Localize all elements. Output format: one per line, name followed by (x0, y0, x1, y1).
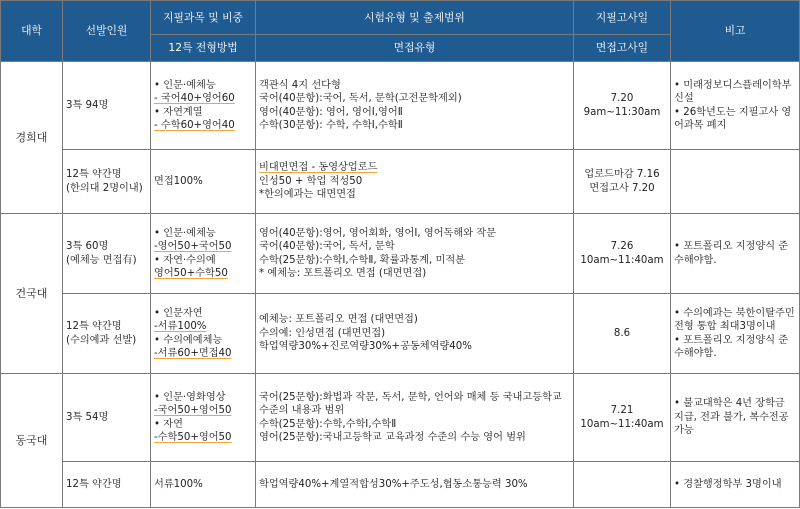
header-university: 대학 (1, 1, 63, 62)
exam-line: 학업역량40%+계열적합성30%+주도성,협동소통능력 30% (259, 478, 528, 490)
subjects-line: -서류100% (154, 321, 207, 332)
subjects-line: • 인문자연 (154, 307, 203, 319)
date-line: 10am~11:40am (580, 418, 664, 430)
remark-item: • 포트폴리오 지정양식 준수해야함. (674, 334, 789, 359)
date-line: 8.6 (613, 327, 631, 339)
quota-cell (63, 214, 151, 294)
subjects-line: -국어50+영어50 (154, 405, 232, 416)
subjects-line: • 자연계열 (154, 106, 203, 118)
date-line: 면접고사 7.20 (589, 182, 655, 194)
subjects-line: • 인문·예체능 (154, 79, 216, 91)
subjects-line: - 국어40+영어60 (154, 93, 235, 104)
subjects-line: 면접100% (154, 175, 203, 187)
subjects-line: • 수의예예체능 (154, 334, 223, 346)
quota-cell (63, 374, 151, 462)
date-cell (574, 62, 671, 150)
date-line: 7.26 (610, 241, 634, 252)
exam-line: * 예체능: 포트폴리오 면접 (대면면접) (259, 268, 427, 279)
quota-line: 12특 약간명 (66, 169, 122, 180)
header-remarks: 비고 (671, 1, 800, 62)
remark-item: • 26학년도는 지필고사 영어과목 폐지 (674, 106, 792, 131)
exam-line: 국어(40문항):국어, 독서, 문학(고전문학제외) (259, 93, 462, 104)
header-exam-type-sub: 면접유형 (256, 35, 574, 62)
exam-line: 영어(40문항): 영어, 영어Ⅰ,영어Ⅱ (259, 106, 403, 118)
date-cell (574, 374, 671, 462)
remarks-cell (671, 294, 800, 374)
remark-item: • 경찰행정학부 3명이내 (674, 478, 782, 490)
quota-line: (수의예과 선발) (66, 334, 137, 346)
exam-line: *한의예과는 대면면접 (259, 189, 356, 201)
subjects-line: • 자연 (154, 418, 183, 430)
exam-cell (256, 214, 574, 294)
university-name: 동국대 (1, 374, 63, 508)
exam-cell (256, 462, 574, 508)
date-line: 9am~11:30am (583, 106, 661, 118)
remarks-cell (671, 214, 800, 294)
date-line: 7.20 (610, 93, 634, 104)
quota-line: 3특 94명 (66, 99, 109, 111)
date-cell (574, 214, 671, 294)
exam-line: 비대면면접 - 동영상업로드 (259, 162, 378, 174)
subjects-line: -수학50+영어50 (154, 432, 232, 443)
subjects-line: -서류60+면접40 (154, 348, 232, 359)
header-subjects-sub: 12특 전형방법 (151, 35, 256, 62)
exam-line: 인성50 + 학업 적성50 (259, 175, 363, 187)
quota-line: 3특 54명 (66, 411, 109, 423)
table-row (1, 374, 800, 462)
quota-line: 3특 60명 (66, 241, 109, 252)
date-line: 업로드마감 7.16 (584, 169, 660, 180)
header-quota: 선발인원 (63, 1, 151, 62)
table-row (1, 214, 800, 294)
subjects-cell (151, 150, 256, 214)
remark-item: • 불교대학은 4년 장학금 지급, 전과 불가, 복수전공 가능 (674, 398, 789, 437)
quota-line: 12특 약간명 (66, 478, 122, 490)
exam-line: 수학(30문항): 수학, 수학Ⅰ,수학Ⅱ (259, 120, 403, 131)
table-row (1, 462, 800, 508)
subjects-cell (151, 462, 256, 508)
exam-cell (256, 294, 574, 374)
subjects-line: 영어50+수학50 (154, 268, 228, 279)
subjects-line: • 인문·영화영상 (154, 391, 226, 403)
quota-cell (63, 462, 151, 508)
quota-cell (63, 150, 151, 214)
subjects-cell (151, 214, 256, 294)
header-subjects: 지필과목 및 비중 (151, 1, 256, 35)
subjects-line: • 인문·예체능 (154, 227, 216, 239)
subjects-line: - 수학60+영어40 (154, 120, 235, 131)
subjects-cell (151, 294, 256, 374)
exam-line: 영어(40문항):영어, 영어회화, 영어Ⅰ, 영어독해와 작문 (259, 227, 496, 239)
remarks-cell (671, 462, 800, 508)
exam-cell (256, 62, 574, 150)
subjects-cell (151, 374, 256, 462)
table-row (1, 150, 800, 214)
quota-cell (63, 62, 151, 150)
exam-cell (256, 150, 574, 214)
quota-cell (63, 294, 151, 374)
date-line: 10am~11:40am (580, 254, 664, 266)
exam-line: 수학(25문항):수학Ⅰ,수학Ⅱ, 확률과통계, 미적분 (259, 254, 466, 266)
header-exam-type: 시험유형 및 출제범위 (256, 1, 574, 35)
remarks-cell (671, 62, 800, 150)
quota-line: (한의대 2명이내) (66, 182, 143, 194)
remarks-cell (671, 150, 800, 214)
exam-cell (256, 374, 574, 462)
remark-item: • 미래정보디스플레이학부 신설 (674, 79, 792, 104)
date-line: 7.21 (610, 405, 634, 416)
header-exam-date: 지필고사일 (574, 1, 671, 35)
exam-line: 객관식 4지 선다형 (259, 79, 341, 91)
remark-item: • 수의예과는 북한이탈주민전형 통합 최대3명이내 (674, 307, 795, 332)
subjects-line: 서류100% (154, 478, 203, 490)
university-name: 경희대 (1, 62, 63, 214)
quota-line: (예체능 면접有) (66, 254, 137, 266)
date-cell (574, 150, 671, 214)
exam-line: 국어(40문항):국어, 독서, 문학 (259, 241, 395, 252)
table-row (1, 294, 800, 374)
exam-line: 학업역량30%+진로역량30%+공동체역량40% (259, 341, 472, 353)
header-exam-date-sub: 면접고사일 (574, 35, 671, 62)
date-cell (574, 462, 671, 508)
exam-line: 영어(25문항):국내고등학교 교육과정 수준의 수능 영어 범위 (259, 432, 526, 443)
table-row (1, 62, 800, 150)
date-cell (574, 294, 671, 374)
subjects-line: • 자연·수의예 (154, 254, 216, 266)
subjects-line: -영어50+국어50 (154, 241, 232, 252)
exam-line: 국어(25문항):화법과 작문, 독서, 문학, 언어와 매체 등 국내고등학교 수준의 내용과 범위 (259, 391, 562, 416)
exam-line: 예체능: 포트폴리오 면접 (대면면접) (259, 314, 418, 326)
university-name: 건국대 (1, 214, 63, 374)
exam-line: 수의예: 인성면접 (대면면접) (259, 327, 386, 339)
quota-line: 12특 약간명 (66, 321, 122, 332)
remarks-cell (671, 374, 800, 462)
remark-item: • 포트폴리오 지정양식 준수해야함. (674, 241, 789, 266)
exam-line: 수학(25문항):수학,수학Ⅰ,수학Ⅱ (259, 418, 397, 430)
subjects-cell (151, 62, 256, 150)
